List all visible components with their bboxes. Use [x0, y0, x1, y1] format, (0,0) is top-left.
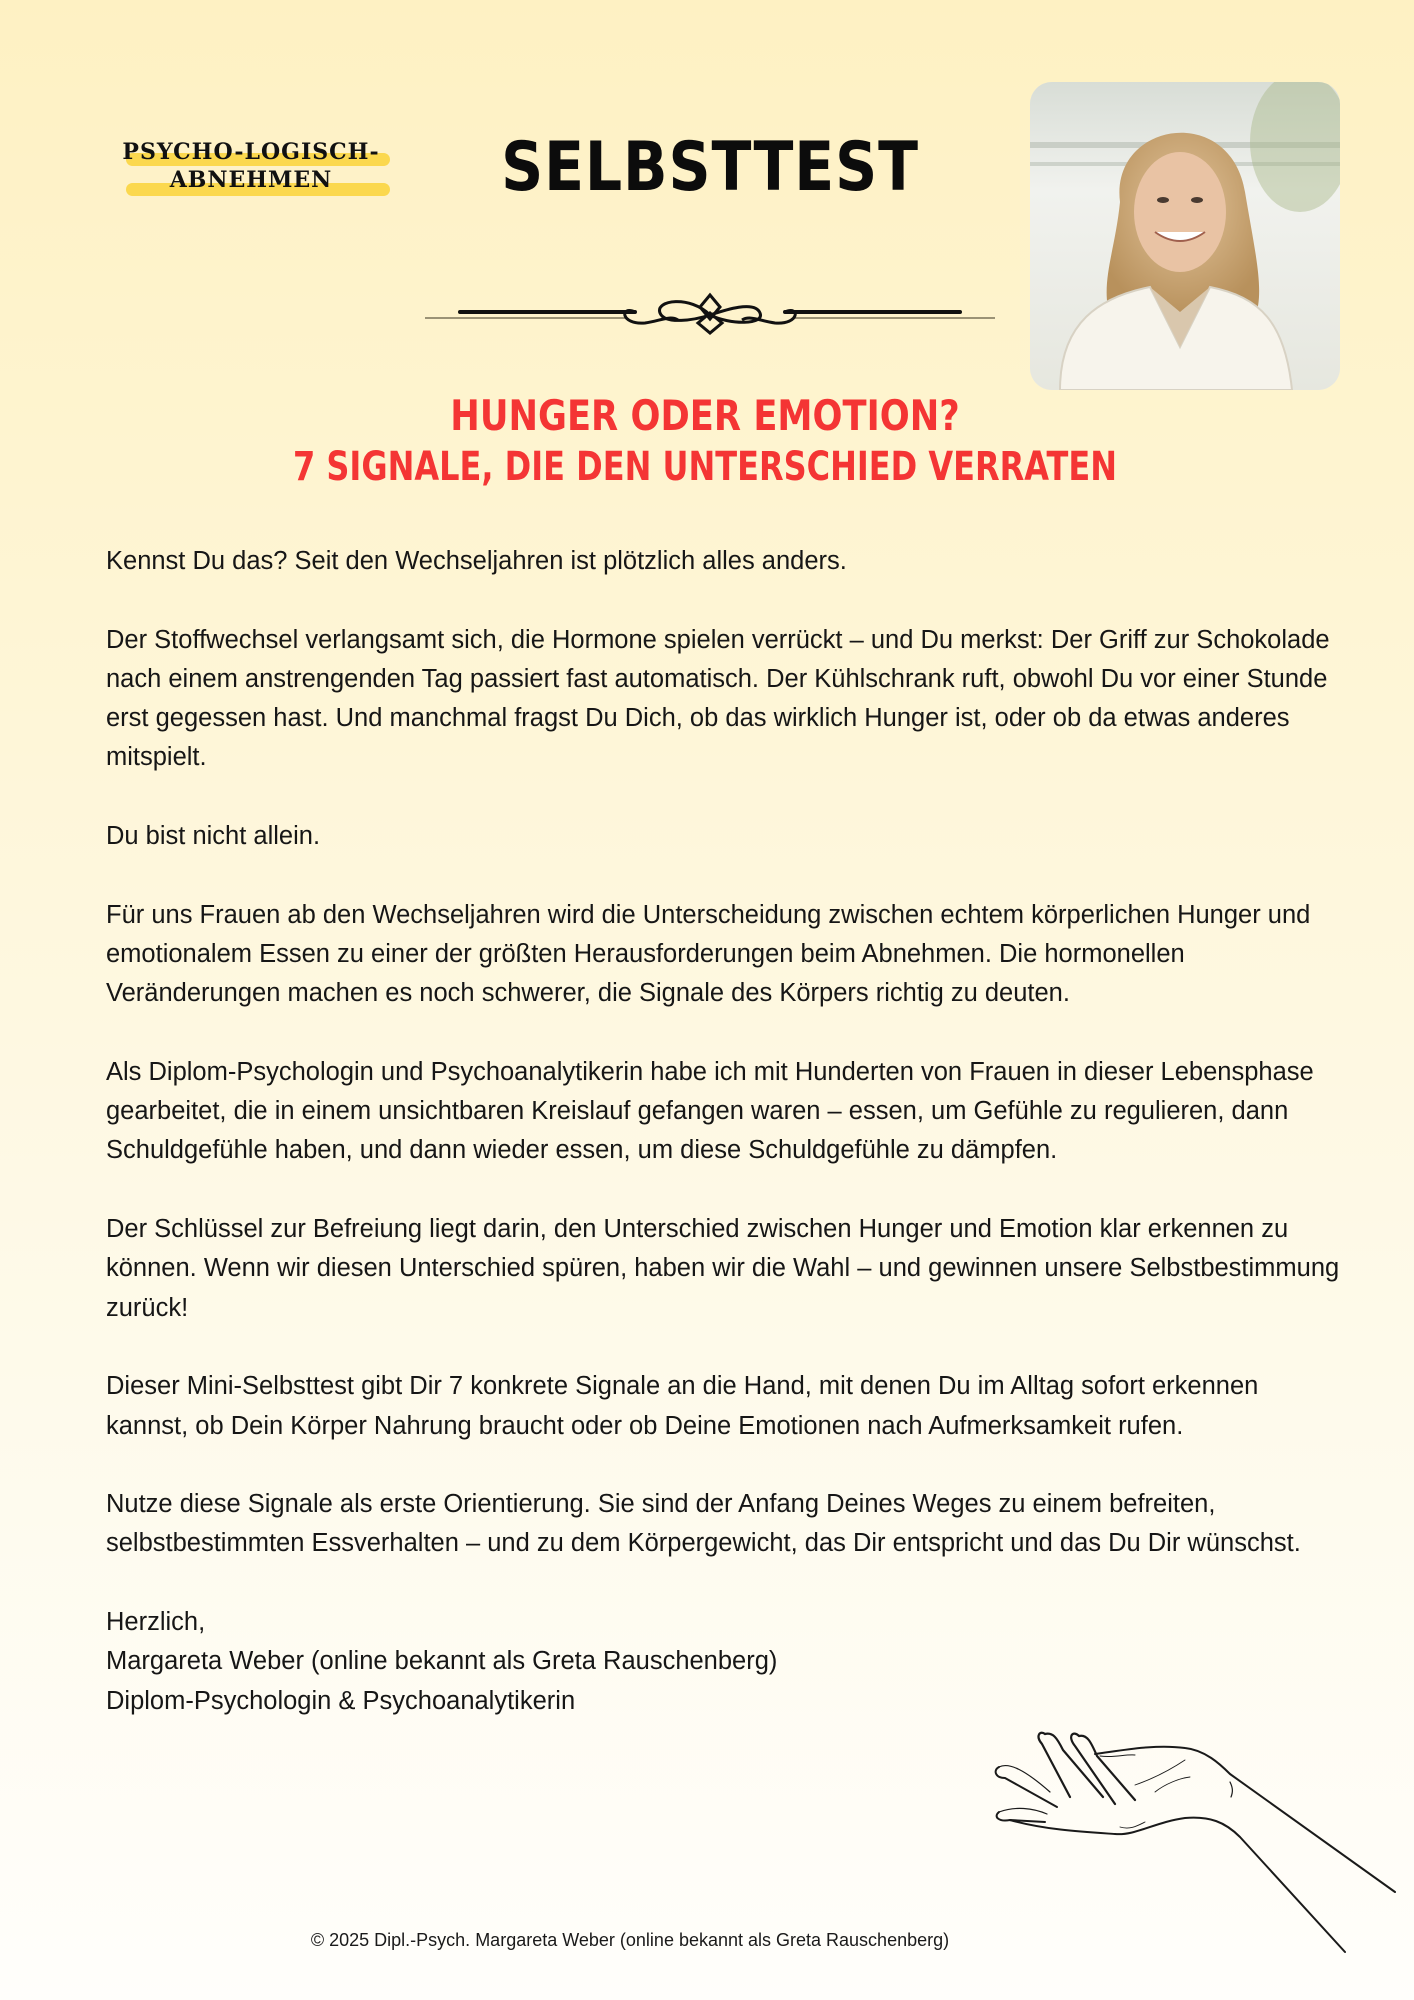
paragraph: Als Diplom-Psychologin und Psychoanalytikerin habe ich mit Hunderten von Frauen in dieser Lebensphase gearbeitet, die in einem unsichtbaren Kreislauf gefangen waren – essen, um Gefühle zu regulieren, dann Schuldgefühle haben, und dann wieder essen, um diese Schuldgefühle zu dämpfen.	[106, 1057, 1314, 1165]
paragraph: Der Stoffwechsel verlangsamt sich, die Hormone spielen verrückt – und Du merkst: Der Griff zur Schokolade nach einem anstrengenden Tag passiert fast automatisch. Der Kühlschrank ruft, obwohl Du vor einer Stunde erst gegessen hast. Und manchmal fragst Du Dich, ob das wirklich Hunger ist, oder ob da etwas anderes mitspielt.	[106, 625, 1330, 772]
subtitle-line-2: 7 SIGNALE, DIE DEN UNTERSCHIED VERRATEN	[292, 444, 1118, 490]
page-title: SELBSTTEST	[501, 128, 919, 207]
paragraph: Für uns Frauen ab den Wechseljahren wird die Unterscheidung zwischen echtem körperlichen Hunger und emotionalem Essen zu einer der größten Herausforderungen beim Abnehmen. Die hormonellen Veränderungen machen es noch schwerer, die Signale des Körpers richtig zu deuten.	[106, 900, 1311, 1008]
paragraph: Nutze diese Signale als erste Orientierung. Sie sind der Anfang Deines Weges zu einem befreiten, selbstbestimmten Essverhalten – und zu dem Körpergewicht, das Dir entspricht und das Du Dir wünschst.	[106, 1490, 1301, 1558]
paragraph: Dieser Mini-Selbsttest gibt Dir 7 konkrete Signale an die Hand, mit denen Du im Alltag sofort erkennen kannst, ob Dein Körper Nahrung braucht oder ob Deine Emotionen nach Aufmerksamkeit rufen.	[106, 1372, 1259, 1440]
signature-block	[106, 1603, 1346, 1721]
author-portrait	[1030, 82, 1340, 390]
subtitle-line-1: HUNGER ODER EMOTION?	[450, 391, 960, 440]
intro-letter	[106, 542, 1346, 1721]
logo-line-2: ABNEHMEN	[169, 167, 333, 193]
copyright-footer: © 2025 Dipl.-Psych. Margareta Weber (online bekannt als Greta Rauschenberg)	[310, 1930, 950, 1950]
paragraph: Der Schlüssel zur Befreiung liegt darin, den Unterschied zwischen Hunger und Emotion klar erkennen zu können. Wenn wir diesen Unterschied spüren, haben wir die Wahl – und gewinnen unsere Selbstbestimmung zurück!	[106, 1215, 1340, 1322]
subtitle	[140, 390, 1270, 492]
brand-logo	[112, 138, 390, 194]
logo-line-1: PSYCHO-LOGISCH-	[122, 139, 380, 165]
ornament-divider-icon	[420, 285, 1000, 335]
portrait-photo-icon	[1030, 82, 1340, 390]
open-hand-illustration-icon	[985, 1722, 1405, 1982]
signature-greeting: Herzlich,	[106, 1608, 206, 1637]
paragraph: Kennst Du das? Seit den Wechseljahren ist plötzlich alles anders.	[106, 547, 847, 575]
paragraph: Du bist nicht allein.	[106, 822, 321, 851]
signature-name: Margareta Weber (online bekannt als Greta Rauschenberg)	[106, 1647, 778, 1676]
signature-role: Diplom-Psychologin & Psychoanalytikerin	[106, 1686, 576, 1715]
